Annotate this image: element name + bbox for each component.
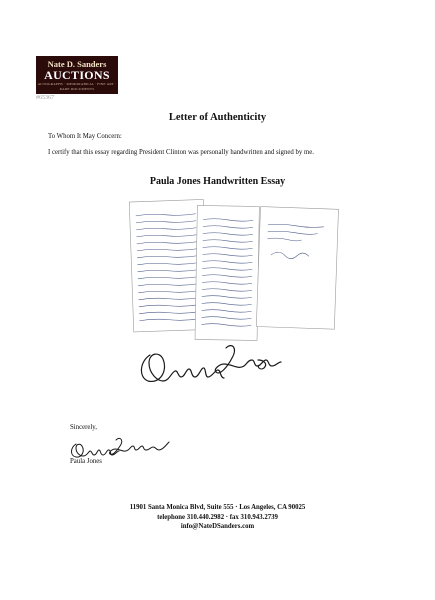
essay-title: Paula Jones Handwritten Essay <box>149 176 286 187</box>
signer-name: Paula Jones <box>70 458 102 465</box>
logo-name: Nate D. Sanders <box>47 59 107 69</box>
salutation: To Whom It May Concern: <box>48 133 122 140</box>
lot-number: #65367 <box>36 95 54 101</box>
footer-email[interactable]: info@NateDSanders.com <box>180 523 255 530</box>
certification-statement: I certify that this essay regarding President Clinton was personally handwritten and signed by me. <box>48 149 314 156</box>
closing-signature <box>72 438 170 457</box>
essay-signature <box>141 346 281 382</box>
logo-auctions: AUCTIONS <box>44 68 110 82</box>
closing: Sincerely, <box>70 424 97 431</box>
footer-address: 11901 Santa Monica Blvd, Suite 555 · Los Angeles, CA 90025 <box>129 504 306 511</box>
footer-contact <box>0 503 435 532</box>
footer-phones: telephone 310.440.2982 · fax 310.943.2739 <box>157 513 278 521</box>
logo-tagline: AUTOGRAPHS · MEMORABILIA · FINE ART · RARE DOCUMENTS <box>37 82 117 91</box>
essay-page-right <box>256 207 338 330</box>
letter-title: Letter of Authenticity <box>168 112 267 123</box>
essay-page-middle <box>195 205 259 340</box>
